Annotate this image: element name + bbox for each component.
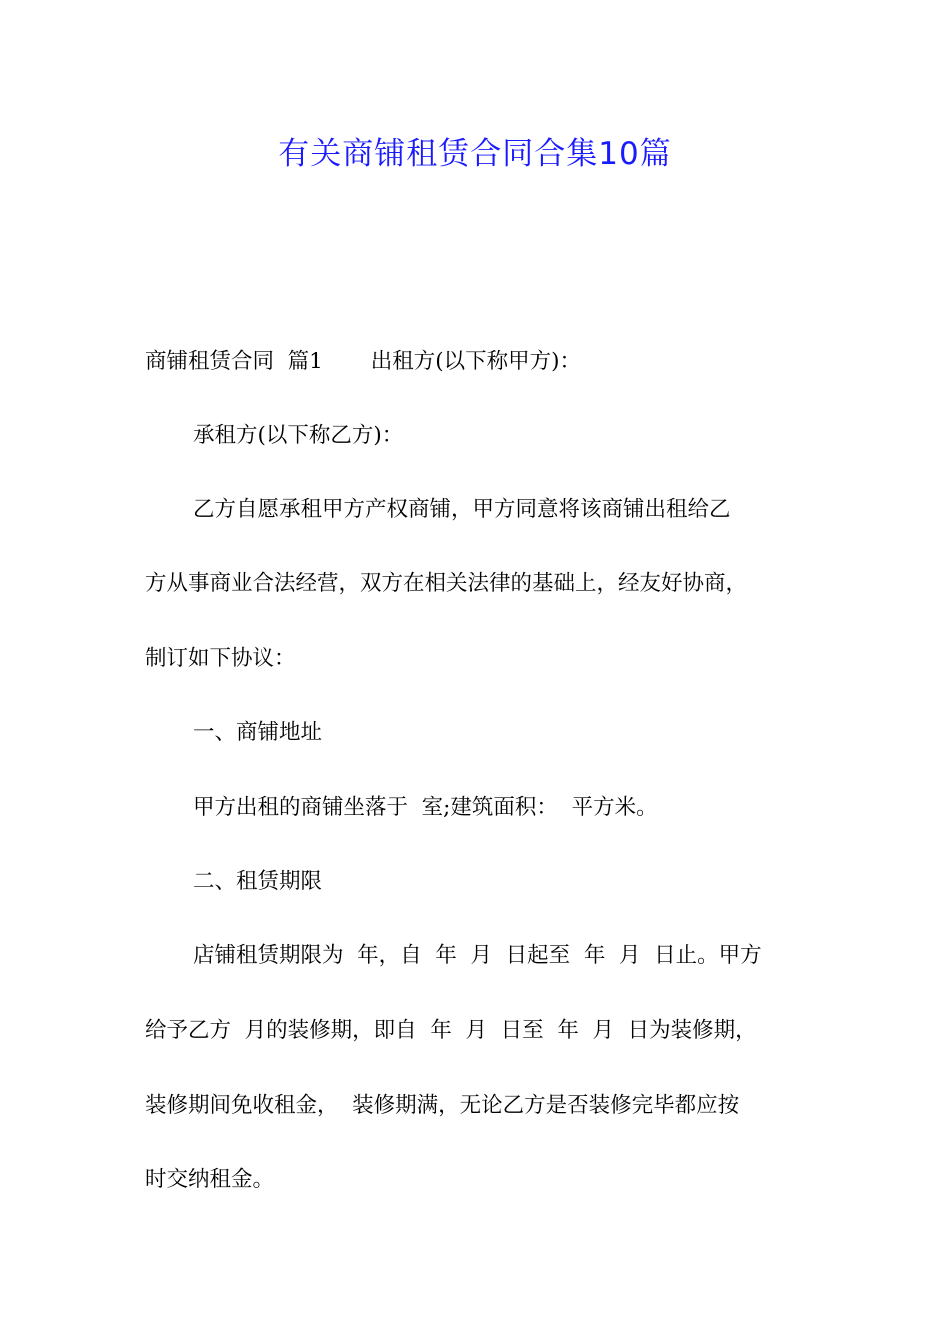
paragraph-line-11: 装修期间免收租金， 装修期满，无论乙方是否装修完毕都应按 [145, 1093, 740, 1118]
paragraph-line-4: 方从事商业合法经营，双方在相关法律的基础上，经友好协商， [145, 571, 748, 596]
paragraph-line-7: 甲方出租的商铺坐落于 室;建筑面积： 平方米。 [193, 795, 658, 820]
section-heading-address: 一、商铺地址 [193, 720, 323, 745]
section-heading-term: 二、租赁期限 [193, 869, 323, 894]
paragraph-line-1: 商铺租赁合同 篇1 出租方(以下称甲方)： [145, 349, 581, 374]
paragraph-line-5: 制订如下协议： [145, 646, 296, 671]
paragraph-line-2: 承租方(以下称乙方)： [193, 423, 404, 448]
paragraph-line-3: 乙方自愿承租甲方产权商铺，甲方同意将该商铺出租给乙 [193, 497, 731, 522]
document-title: 有关商铺租赁合同合集10篇 [278, 136, 672, 172]
paragraph-line-10: 给予乙方 月的装修期，即自 年 月 日至 年 月 日为装修期， [145, 1018, 757, 1043]
paragraph-line-12: 时交纳租金。 [145, 1167, 275, 1192]
paragraph-line-9: 店铺租赁期限为 年，自 年 月 日起至 年 月 日止。甲方 [193, 943, 762, 968]
